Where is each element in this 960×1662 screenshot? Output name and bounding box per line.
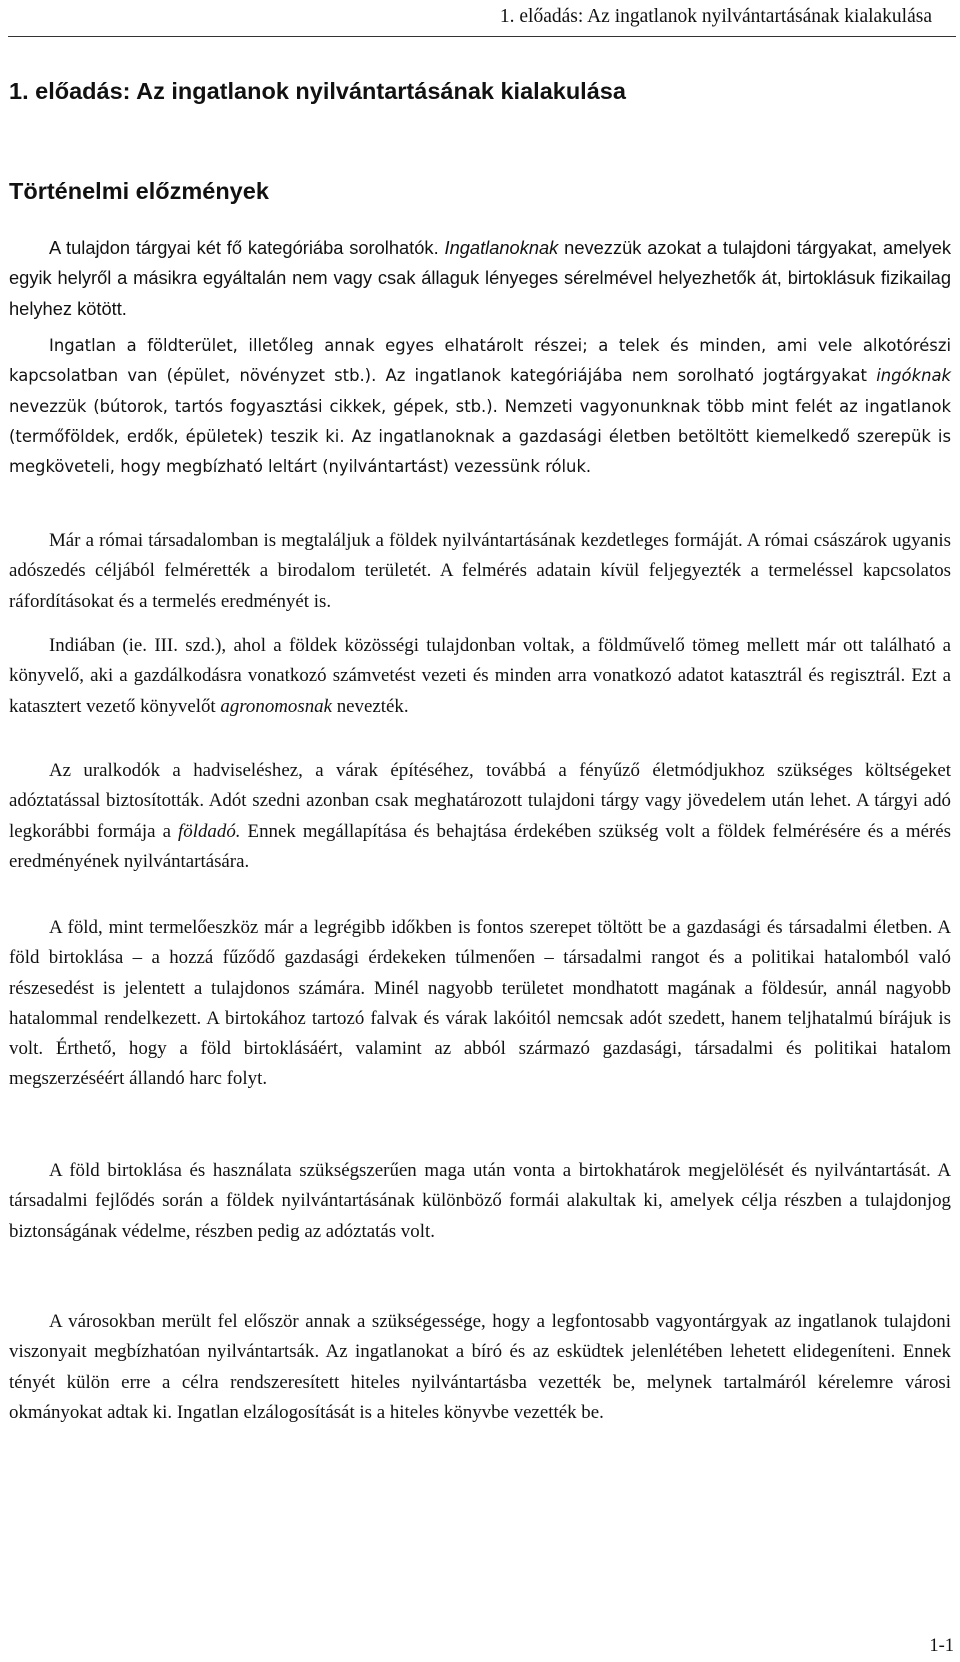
paragraph-1 — [9, 233, 951, 324]
paragraph-8-text: A városokban merült fel először annak a szükségessége, hogy a legfontosabb vagyontárgyak az ingatlanok tulajdoni viszonyait megbízhatóan nyilvántartsák. Az ingatlanokat a bíró és az esküdtek jelenlétében lehetett elidegeníteni. Ennek tényét külön erre a célra rendszeresített hiteles nyilvántartásba vezették be, melynek tartalmáról kérelemre városi okmányokat adtak ki. Ingatlan elzálogosítását is a hiteles könyvbe vezették be. — [9, 1311, 951, 1423]
paragraph-2-text-a: Ingatlan a földterület, illetőleg annak egyes elhatárolt részei; a telek és minden, ami vele alkotórészi kapcsolatban van (épület, növényzet stb.). Az ingatlanok kategóriájába nem sorolható jogtárgyakat — [9, 336, 951, 386]
paragraph-6 — [9, 913, 951, 1095]
section-heading: Történelmi előzmények — [9, 178, 269, 204]
paragraph-3 — [9, 526, 951, 617]
paragraph-5-text-a: Az uralkodók a hadviseléshez, a várak építéséhez, továbbá a fényűző életmódjukhoz szükséges költségeket adóztatással biztosították. Adót szedni azonban csak meghatározott tulajdoni tárgy vagy jövedelem után lehet. A tárgyi adó legkorábbi formája a — [9, 760, 951, 842]
paragraph-2 — [9, 331, 951, 482]
term-agronomosnak: agronomosnak — [220, 695, 332, 717]
paragraph-4-text-c: nevezték. — [331, 695, 409, 717]
term-ingoknak: ingóknak — [876, 366, 951, 386]
paragraph-4-text-a: Indiában (ie. III. szd.), ahol a földek közösségi tulajdonban voltak, a földművelő tömeg mellett már ott található a könyvelő, aki a gazdálkodásra vonatkozó számvetést vezeti és minden arra vonatkozó adatot katasztrál és regisztrál. Ezt a katasztert vezető könyvelőt — [9, 635, 951, 717]
paragraph-7-text: A föld birtoklása és használata szükségszerűen maga után vonta a birtokhatárok megjelölését és nyilvántartását. A társadalmi fejlődés során a földek nyilvántartásának különböző formái alakultak ki, amelyek célja részben a tulajdonjog biztonságának védelme, részben pedig az adóztatás volt. — [9, 1160, 951, 1242]
paragraph-2-text-c: nevezzük (bútorok, tartós fogyasztási cikkek, gépek, stb.). Nemzeti vagyonunknak több mint felét az ingatlanok (termőföldek, erdők, épületek) teszik ki. Az ingatlanoknak a gazdasági életben betöltött kiemelkedő szerepük is megköveteli, hogy megbízható leltárt (nyilvántartást) vezessünk róluk. — [9, 396, 951, 477]
page-number: 1-1 — [929, 1636, 954, 1656]
paragraph-1-text-a: A tulajdon tárgyai két fő kategóriába sorolhatók. — [49, 237, 445, 258]
paragraph-7 — [9, 1156, 951, 1247]
header-divider — [8, 36, 956, 37]
paragraph-8 — [9, 1307, 951, 1428]
paragraph-4 — [9, 631, 951, 722]
paragraph-3-text: Már a római társadalomban is megtaláljuk a földek nyilvántartásának kezdetleges formáját. A római császárok ugyanis adószedés céljából felmérették a birodalom területét. A felmérés adatain kívül feljegyezték a termeléssel kapcsolatos ráfordításokat és a termelés eredményét is. — [9, 530, 951, 612]
paragraph-5 — [9, 756, 951, 877]
running-header: 1. előadás: Az ingatlanok nyilvántartásának kialakulása — [499, 6, 932, 27]
term-ingatlanoknak: Ingatlanoknak — [444, 237, 559, 258]
paragraph-1-text-c: nevezzük azokat a tulajdoni tárgyakat, amelyek egyik helyről a másikra egyáltalán nem vagy csak állaguk lényeges sérelmével helyezhetők át, birtoklásuk fizikailag helyhez kötött. — [9, 237, 951, 319]
page-title: 1. előadás: Az ingatlanok nyilvántartásának kialakulása — [9, 78, 626, 104]
paragraph-6-text: A föld, mint termelőeszköz már a legrégibb időkben is fontos szerepet töltött be a gazdasági és társadalmi életben. A föld birtoklása – a hozzá fűződő gazdasági érdekeken túlmenően – társadalmi rangot és a politikai hatalomból való részesedést is jelentett a tulajdonos számára. Minél nagyobb területet mondhatott magának a földesúr, annál nagyobb hatalommal rendelkezett. A birtokához tartozó falvak és várak lakóitól nemcsak adót szedett, hanem teljhatalmú bírájuk is volt. Érthető, hogy a föld birtoklásáért, valamint az abból származó gazdasági, társadalmi és politikai hatalom megszerzéséért állandó harc folyt. — [9, 917, 951, 1090]
term-foldado: földadó. — [178, 820, 241, 842]
paragraph-5-text-c: Ennek megállapítása és behajtása érdekében szükség volt a földek felmérésére és a mérés eredményének nyilvántartására. — [9, 820, 951, 872]
